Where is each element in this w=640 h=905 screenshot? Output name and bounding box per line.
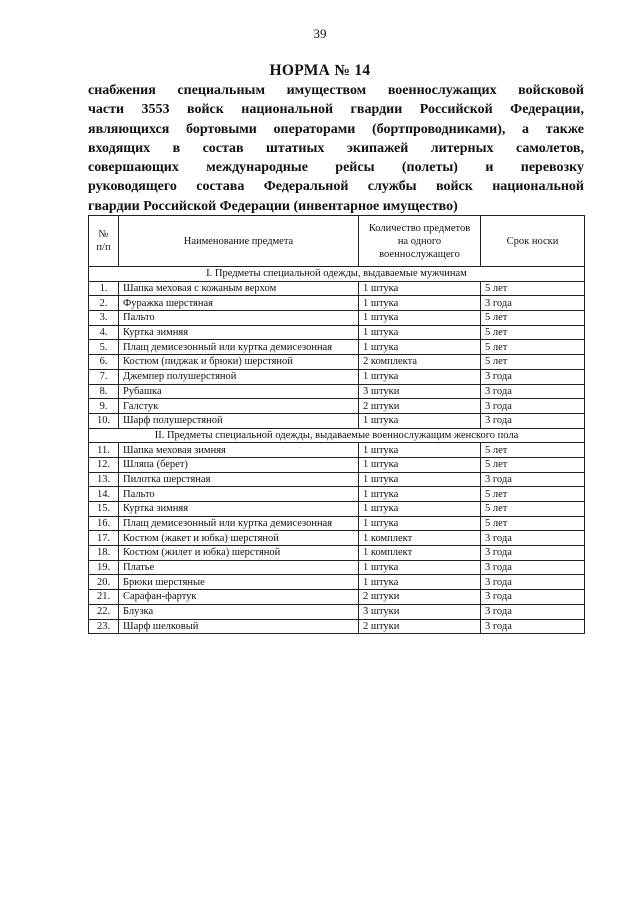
table-row [89,355,585,370]
cell-qty: 1 штука [359,575,481,590]
cell-num: 2. [89,296,119,311]
cell-term: 3 года [481,296,585,311]
table-row [89,472,585,487]
table-row [89,281,585,296]
cell-num: 12. [89,457,119,472]
cell-term: 5 лет [481,502,585,517]
cell-qty: 1 штука [359,502,481,517]
cell-qty: 1 штука [359,413,481,428]
cell-num: 11. [89,443,119,458]
section-title: I. Предметы специальной одежды, выдаваемые мужчинам [89,267,585,282]
table-row [89,516,585,531]
cell-term: 3 года [481,604,585,619]
cell-term: 5 лет [481,457,585,472]
subtitle-line: входящих в состав штатных экипажей литерных самолетов, [88,140,584,156]
table-row [89,604,585,619]
cell-qty: 1 штука [359,560,481,575]
cell-name: Блузка [119,604,359,619]
cell-term: 3 года [481,413,585,428]
cell-num: 23. [89,619,119,634]
cell-num: 17. [89,531,119,546]
cell-term: 5 лет [481,325,585,340]
cell-num: 15. [89,502,119,517]
cell-term: 3 года [481,384,585,399]
cell-term: 3 года [481,590,585,605]
cell-qty: 1 штука [359,296,481,311]
cell-name: Сарафан-фартук [119,590,359,605]
subtitle-line: руководящего состава Федеральной службы войск национальной [88,179,584,195]
table-row [89,619,585,634]
cell-term: 5 лет [481,487,585,502]
table-row [89,325,585,340]
cell-term: 5 лет [481,355,585,370]
cell-term: 3 года [481,560,585,575]
table-row [89,296,585,311]
cell-name: Костюм (пиджак и брюки) шерстяной [119,355,359,370]
cell-name: Шарф полушерстяной [119,413,359,428]
cell-num: 10. [89,413,119,428]
header-qty: Количество предметов на одного военнослужащего [359,216,481,267]
cell-term: 3 года [481,399,585,414]
cell-name: Куртка зимняя [119,502,359,517]
cell-term: 3 года [481,369,585,384]
table-body [89,267,585,634]
cell-qty: 1 штука [359,325,481,340]
subtitle-line: являющихся бортовыми операторами (бортпроводниками), а также [88,121,584,137]
cell-qty: 1 штука [359,281,481,296]
cell-num: 9. [89,399,119,414]
cell-qty: 2 штуки [359,399,481,414]
table-row [89,487,585,502]
page-number: 39 [313,26,327,41]
table-row [89,457,585,472]
cell-num: 19. [89,560,119,575]
subtitle-line: гвардии Российской Федерации (инвентарное имущество) [88,198,458,214]
cell-name: Костюм (жакет и юбка) шерстяной [119,531,359,546]
cell-num: 5. [89,340,119,355]
cell-num: 4. [89,325,119,340]
cell-qty: 2 штуки [359,619,481,634]
table-row [89,531,585,546]
cell-qty: 1 штука [359,487,481,502]
cell-term: 3 года [481,619,585,634]
table-row [89,384,585,399]
cell-qty: 1 комплект [359,546,481,561]
cell-name: Рубашка [119,384,359,399]
cell-num: 14. [89,487,119,502]
table-row [89,311,585,326]
cell-term: 3 года [481,575,585,590]
cell-num: 13. [89,472,119,487]
cell-name: Шапка меховая зимняя [119,443,359,458]
cell-num: 20. [89,575,119,590]
cell-name: Платье [119,560,359,575]
cell-qty: 2 штуки [359,590,481,605]
table-row [89,575,585,590]
cell-name: Джемпер полушерстяной [119,369,359,384]
table-row [89,546,585,561]
cell-qty: 1 штука [359,311,481,326]
subtitle-line: части 3553 войск национальной гвардии Российской Федерации, [88,102,584,118]
cell-qty: 1 штука [359,457,481,472]
cell-num: 16. [89,516,119,531]
cell-name: Плащ демисезонный или куртка демисезонная [119,516,359,531]
cell-qty: 1 комплект [359,531,481,546]
cell-qty: 1 штука [359,369,481,384]
cell-name: Пальто [119,487,359,502]
cell-num: 1. [89,281,119,296]
cell-qty: 1 штука [359,340,481,355]
cell-name: Шарф шелковый [119,619,359,634]
cell-name: Пальто [119,311,359,326]
table-row [89,443,585,458]
header-name: Наименование предмета [119,216,359,267]
section-title: II. Предметы специальной одежды, выдаваемые военнослужащим женского пола [89,428,585,443]
cell-term: 5 лет [481,340,585,355]
cell-name: Куртка зимняя [119,325,359,340]
norma-table [88,215,585,634]
cell-qty: 1 штука [359,472,481,487]
cell-qty: 1 штука [359,443,481,458]
cell-term: 5 лет [481,516,585,531]
table-row [89,560,585,575]
cell-term: 5 лет [481,311,585,326]
cell-name: Костюм (жилет и юбка) шерстяной [119,546,359,561]
table-row [89,340,585,355]
cell-name: Шляпа (берет) [119,457,359,472]
document-title: НОРМА № 14 [269,62,371,79]
cell-num: 21. [89,590,119,605]
cell-term: 3 года [481,546,585,561]
cell-num: 7. [89,369,119,384]
cell-name: Брюки шерстяные [119,575,359,590]
table-section-row [89,428,585,443]
cell-term: 3 года [481,472,585,487]
table-section-row [89,267,585,282]
cell-qty: 3 штуки [359,384,481,399]
cell-num: 8. [89,384,119,399]
cell-name: Галстук [119,399,359,414]
cell-qty: 3 штуки [359,604,481,619]
subtitle-line: снабжения специальным имуществом военнослужащих войсковой [88,83,584,98]
cell-num: 22. [89,604,119,619]
table-row [89,399,585,414]
table-row [89,369,585,384]
table-row [89,502,585,517]
cell-name: Фуражка шерстяная [119,296,359,311]
header-num: № п/п [89,216,119,267]
table-header-row [89,216,585,267]
cell-term: 3 года [481,531,585,546]
header-term: Срок носки [481,216,585,267]
cell-term: 5 лет [481,281,585,296]
cell-name: Плащ демисезонный или куртка демисезонная [119,340,359,355]
cell-name: Пилотка шерстяная [119,472,359,487]
cell-qty: 1 штука [359,516,481,531]
cell-name: Шапка меховая с кожаным верхом [119,281,359,296]
cell-term: 5 лет [481,443,585,458]
table-row [89,413,585,428]
table-row [89,590,585,605]
subtitle-line: совершающих международные рейсы (полеты) и перевозку [88,160,584,176]
cell-qty: 2 комплекта [359,355,481,370]
cell-num: 3. [89,311,119,326]
document-subtitle [88,81,584,216]
cell-num: 18. [89,546,119,561]
cell-num: 6. [89,355,119,370]
